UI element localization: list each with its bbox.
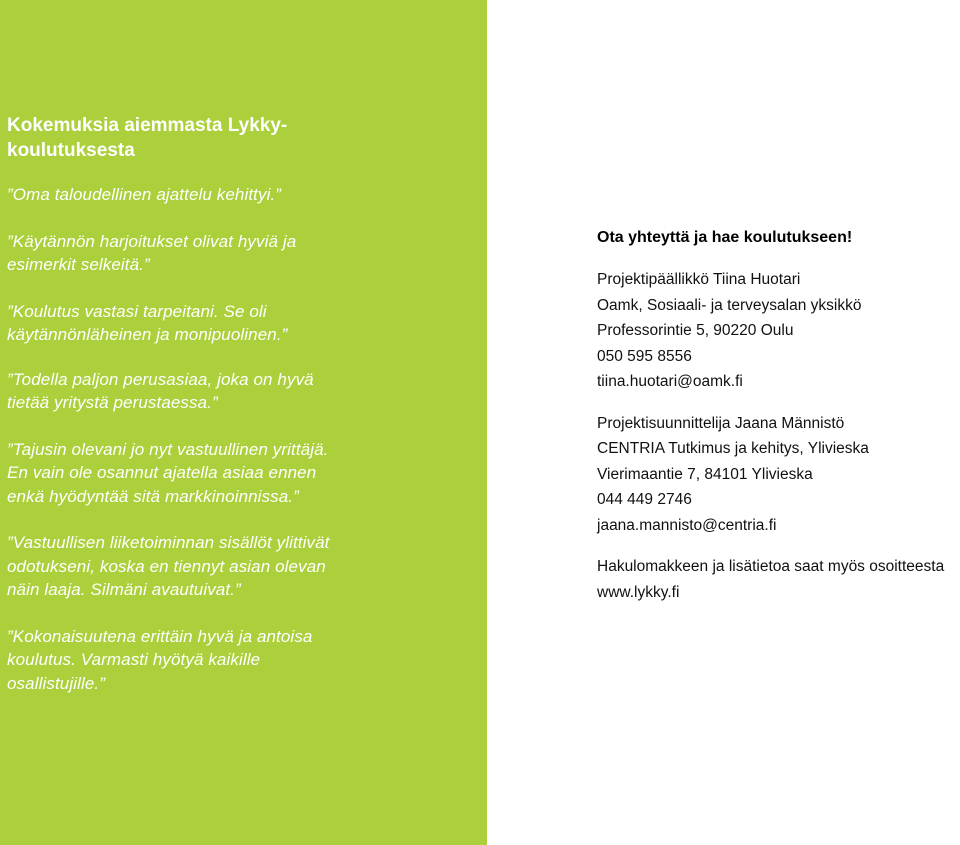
contact-organization: CENTRIA Tutkimus ja kehitys, Ylivieska bbox=[597, 440, 869, 457]
contact-person-mannisto bbox=[597, 411, 960, 539]
testimonial-quote: ”Oma taloudellinen ajattelu kehittyi.” bbox=[7, 185, 282, 204]
contact-organization: Oamk, Sosiaali- ja terveysalan yksikkö bbox=[597, 296, 862, 314]
website-url: www.lykky.fi bbox=[597, 583, 680, 601]
contact-email: tiina.huotari@oamk.fi bbox=[597, 373, 743, 390]
contact-title-name: Projektipäällikkö Tiina Huotari bbox=[597, 271, 801, 288]
contact-person-huotari bbox=[597, 267, 960, 395]
contact-address: Vierimaantie 7, 84101 Ylivieska bbox=[597, 465, 813, 483]
contact-title-name: Projektisuunnittelija Jaana Männistö bbox=[597, 414, 845, 432]
testimonial-quote: ”Koulutus vastasi tarpeitani. Se oli käytännönläheinen ja monipuolinen.” bbox=[7, 301, 288, 344]
contact-heading: Ota yhteyttä ja hae koulutukseen! bbox=[597, 229, 853, 246]
application-info bbox=[597, 554, 960, 605]
application-info-text: Hakulomakkeen ja lisätietoa saat myös osoitteesta bbox=[597, 558, 945, 575]
testimonials-heading: Kokemuksia aiemmasta Lykky- koulutuksesta bbox=[7, 115, 288, 161]
testimonial-quote: ”Vastuullisen liiketoiminnan sisällöt ylittivät odotukseni, koska en tiennyt asian olevan näin laaja. Silmäni avautuivat.” bbox=[7, 533, 330, 599]
testimonial-quote: ”Kokonaisuutena erittäin hyvä ja antoisa koulutus. Varmasti hyötyä kaikille osallistujille.” bbox=[7, 626, 313, 693]
contact-address: Professorintie 5, 90220 Oulu bbox=[597, 322, 794, 339]
testimonial-quote: ”Tajusin olevani jo nyt vastuullinen yrittäjä. En vain ole osannut ajatella asiaa ennen enkä hyödyntää sitä markkinoinnissa.” bbox=[7, 439, 329, 506]
testimonial-quote: ”Käytännön harjoitukset olivat hyviä ja esimerkit selkeitä.” bbox=[7, 231, 297, 274]
contact-email: jaana.mannisto@centria.fi bbox=[597, 516, 777, 534]
testimonial-quote: ”Todella paljon perusasiaa, joka on hyvä tietää yritystä perustaessa.” bbox=[7, 369, 314, 412]
contact-phone: 044 449 2746 bbox=[597, 491, 692, 508]
contact-section bbox=[597, 226, 960, 621]
contact-phone: 050 595 8556 bbox=[597, 347, 692, 365]
testimonials-list bbox=[7, 183, 377, 695]
